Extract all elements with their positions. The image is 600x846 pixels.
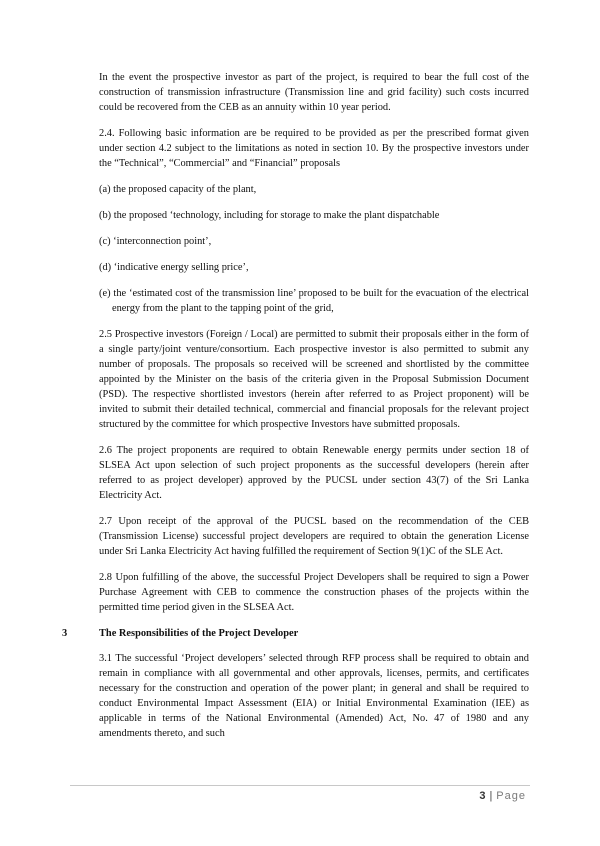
list-item-b: (b) the proposed ‘technology, including for storage to make the plant dispatchable xyxy=(99,210,440,221)
paragraph-investor-cost: In the event the prospective investor as part of the project, is required to bear the full cost of the construction of transmission infrastructure (Transmission line and grid facility) such costs incurred could be recovered from the CEB as an annuity within 10 year period. xyxy=(99,72,529,113)
list-item-a: (a) the proposed capacity of the plant, xyxy=(99,184,257,195)
information-list xyxy=(99,182,529,316)
paragraph-2-6: 2.6 The project proponents are required to obtain Renewable energy permits under section 18 of SLSEA Act upon selection of such project proponents as the successful developers (herein after referred to as project developer) approved by the PUCSL under section 43(7) of the Sri Lanka Electricity Act. xyxy=(99,445,529,501)
page-label: Page xyxy=(496,790,526,802)
section-3-number: 3 xyxy=(62,628,68,639)
paragraph-3-1: 3.1 The successful ‘Project developers’ selected through RFP process shall be required to obtain and remain in compliance with all governmental and other approvals, licenses, permits, and certificates necessary for the construction and operation of the power plant; in general and shall be required to conduct Environmental Impact Assessment (EIA) or Initial Environmental Examination (IEE) as applicable in terms of the National Environmental (Amended) Act, No. 47 of 1980 and any amendments thereto, and such xyxy=(99,653,529,739)
section-3-title: The Responsibilities of the Project Developer xyxy=(99,628,299,639)
paragraph-2-5: 2.5 Prospective investors (Foreign / Local) are permitted to submit their proposals either in the form of a single party/joint venture/consortium. Each prospective investor is also permitted to submit any number of proposals. The proposals so received will be screened and shortlisted by the committee appointed by the Minister on the basis of the criteria given in the Proposal Submission Document (PSD). The respective shortlisted investors (herein after referred to as Project proponent) will be invited to submit their detailed technical, commercial and financial proposals for the relevant project structured by the committee for which prospective Investors have submitted proposals. xyxy=(99,329,529,430)
paragraph-2-7: 2.7 Upon receipt of the approval of the PUCSL based on the recommendation of the CEB (Transmission License) successful project developers are required to obtain the generation License under Sri Lanka Electricity Act having fulfilled the requirement of Section 9(1)C of the SLE Act. xyxy=(99,516,529,557)
section-3-heading xyxy=(62,626,529,641)
list-item-d: (d) ‘indicative energy selling price’, xyxy=(99,262,249,273)
page-body xyxy=(62,70,529,752)
footer-separator: | xyxy=(489,790,493,802)
paragraph-2-8: 2.8 Upon fulfilling of the above, the successful Project Developers shall be required to sign a Power Purchase Agreement with CEB to commence the construction phases of the projects within the permitted time period given in the SLSEA Act. xyxy=(99,572,529,613)
list-item-e: (e) the ‘estimated cost of the transmission line’ proposed to be built for the evacuation of the electrical energy from the plant to the tapping point of the grid, xyxy=(99,288,529,314)
footer-divider xyxy=(70,785,530,786)
page-number: 3 xyxy=(479,790,486,802)
paragraph-2-4: 2.4. Following basic information are be required to be provided as per the prescribed format given under section 4.2 subject to the limitations as noted in section 10. By the prospective investors under the “Technical”, “Commercial” and “Financial” proposals xyxy=(99,128,529,169)
list-item-c: (c) ‘interconnection point’, xyxy=(99,236,212,247)
page-footer xyxy=(479,790,526,802)
